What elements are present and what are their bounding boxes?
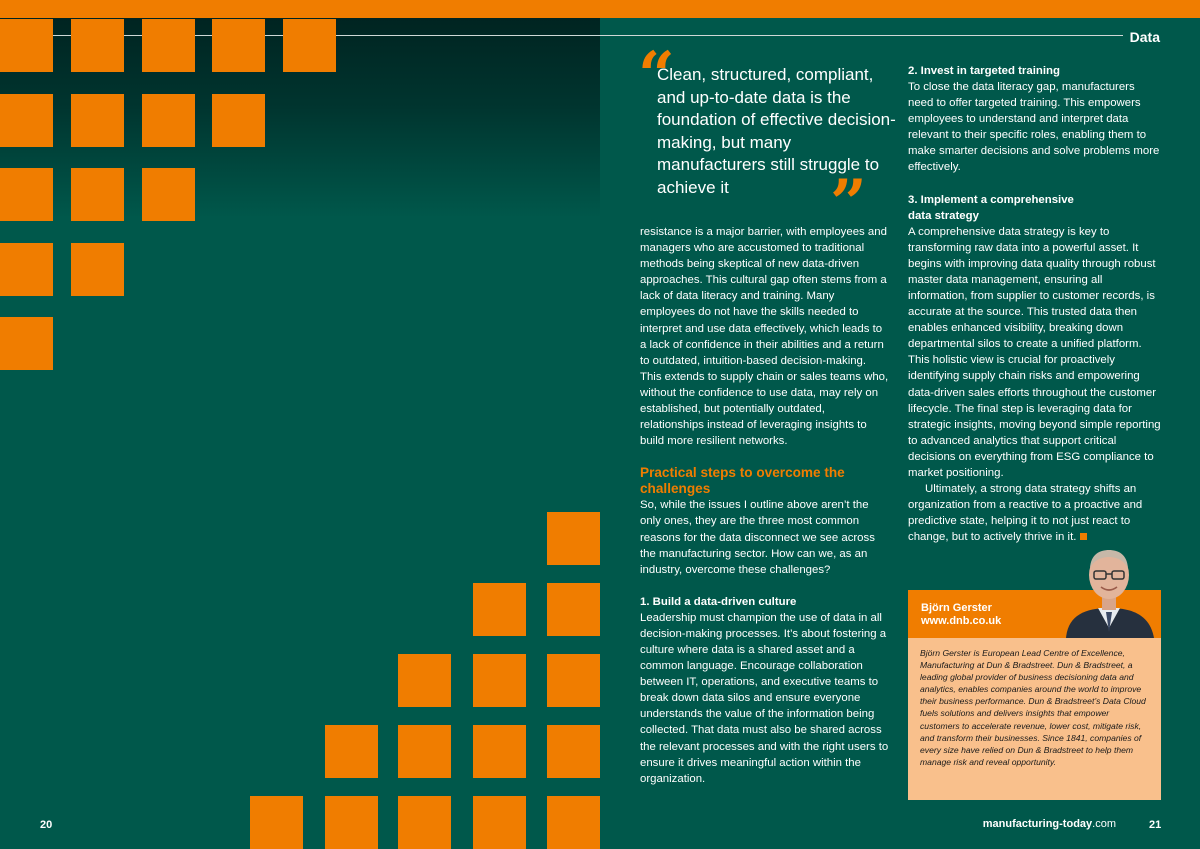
author-bio: Björn Gerster is European Lead Centre of Excellence, Manufacturing at Dun & Bradstreet. Dun & Bradstreet, a leading global provider of business decisioning data and analytics, enables companies around the world to improve their business performance. Dun & Bradstreet’s Data Cloud fuels solutions and delivers insights that empower customers to accelerate revenue, lower cost, mitigate risk, and transform their businesses. Since 1841, companies of every size have relied on Dun & Bradstreet to help them manage risk and reveal opportunity. xyxy=(908,638,1161,800)
article-column-left xyxy=(640,224,890,787)
site-name-tld: .com xyxy=(1092,818,1116,830)
body-paragraph: So, while the issues I outline above aren’t the only ones, they are the three most common reasons for the data disconnect we see across the manufacturing sector. How can we, as an industry, overcome these challenges? xyxy=(640,499,875,576)
pull-quote-text: Clean, structured, compliant, and up-to-date data is the foundation of effective decision-making, but many manufacturers still struggle to achieve it xyxy=(657,65,896,197)
author-portrait-icon xyxy=(1058,542,1161,638)
site-name-bold: manufacturing-today xyxy=(982,818,1093,830)
open-quote-icon: “ xyxy=(638,38,675,113)
page-number-left: 20 xyxy=(40,819,53,831)
body-paragraph: resistance is a major barrier, with employees and managers who are accustomed to traditional methods being skeptical of new data-driven approaches. This cultural gap often stems from a lack of data literacy and training. Many employees do not have the skills needed to interpret and use data effectively, which leads to a lack of confidence in their abilities and a return to outdated, intuition-based decision-making. This extends to supply chain or sales teams who, without the confidence to use data, may rely on established, but potentially outdated, relationships instead of leveraging insights to build more resilient networks. xyxy=(640,226,889,448)
author-name: Björn Gerster xyxy=(921,602,992,614)
step-heading: 1. Build a data-driven culture xyxy=(640,595,797,608)
site-name xyxy=(983,818,1116,830)
step-heading: 3. Implement a comprehensive data strategy xyxy=(908,193,1074,222)
closing-text: Ultimately, a strong data strategy shifts an organization from a reactive to a proactive and predictive state, helping it to not just react to change, but to actively thrive in it. xyxy=(908,483,1143,544)
header-divider xyxy=(40,35,1123,36)
section-heading: Practical steps to overcome the challenges xyxy=(640,465,845,497)
page-number-right: 21 xyxy=(1149,819,1162,831)
end-of-article-icon xyxy=(1080,533,1087,540)
close-quote-icon: ” xyxy=(830,166,867,241)
body-paragraph: Leadership must champion the use of data in all decision-making processes. It’s about fostering a culture where data is a shared asset and a common language. Encourage collaboration between IT, operations, and executive teams to break down data silos and ensure everyone understands the value of the information being collected. That data must also be shared across the relevant processes and with the right users to ensure it drives meaningful action within the organization. xyxy=(640,611,889,785)
body-paragraph: To close the data literacy gap, manufacturers need to offer targeted training. This empowers employees to understand and interpret data relevant to their specific roles, enabling them to make smarter decisions and solve problems more effectively. xyxy=(908,81,1160,174)
body-paragraph: A comprehensive data strategy is key to transforming raw data into a powerful asset. It begins with improving data quality through robust master data management, ensuring all information, from supplier to customer records, is accurate at the source. This trusted data then enables enhanced visibility, breaking down departmental silos to create a unified platform. This holistic view is crucial for proactively identifying supply chain risks and empowering data-driven sales efforts throughout the customer lifecycle. The final step is leveraging data for strategic insights, moving beyond simple reporting to advanced analytics that support critical decisions on everything from ESG compliance to market positioning. xyxy=(908,225,1161,479)
author-url[interactable]: www.dnb.co.uk xyxy=(921,615,1002,627)
top-accent-bar xyxy=(0,0,1200,18)
article-column-right xyxy=(908,63,1162,545)
section-label: Data xyxy=(1129,29,1160,45)
closing-paragraph xyxy=(908,481,1148,545)
step-heading: 2. Invest in targeted training xyxy=(908,65,1060,77)
